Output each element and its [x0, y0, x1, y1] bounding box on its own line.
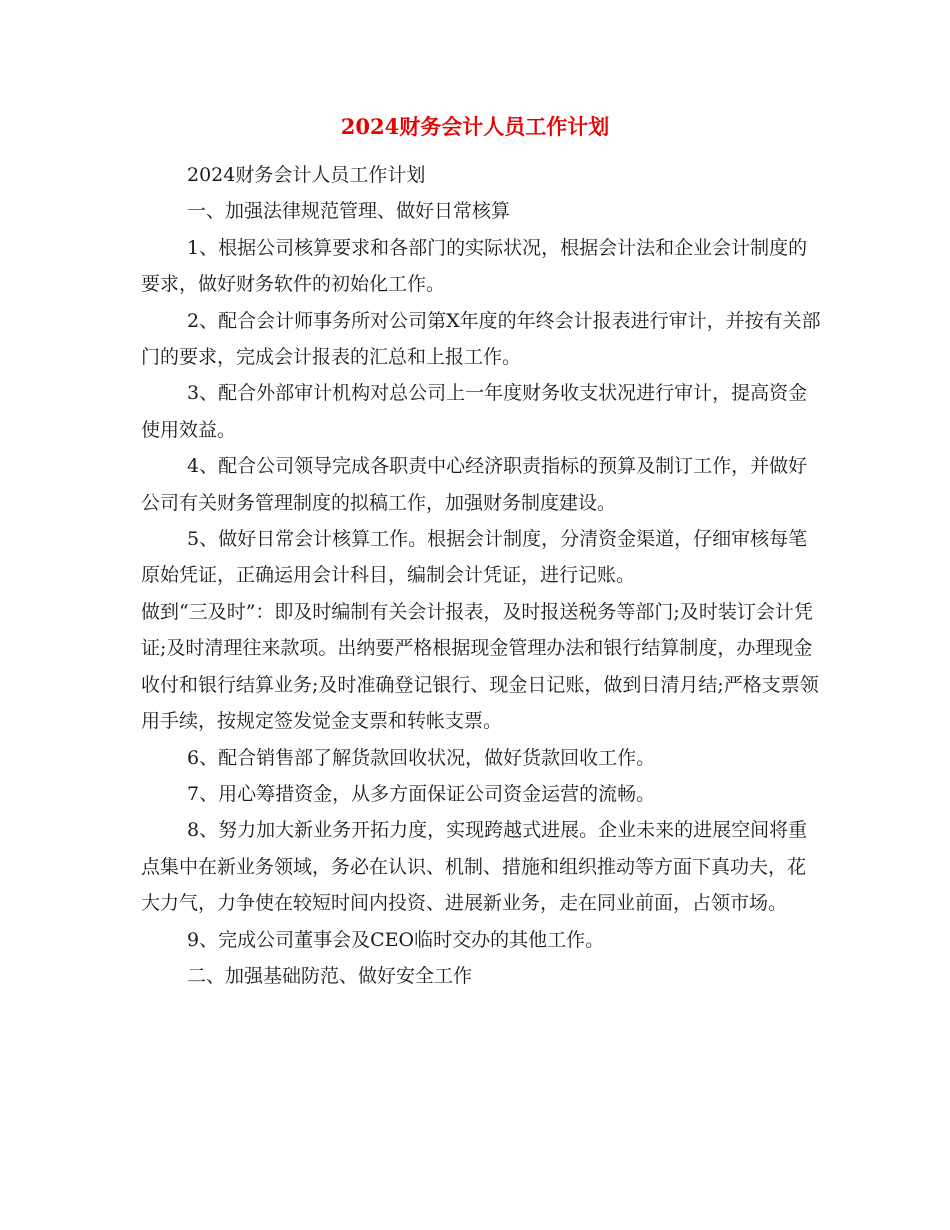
paragraph-subtitle: 2024财务会计人员工作计划	[187, 164, 426, 186]
section-heading-2: 二、加强基础防范、做好安全工作	[187, 964, 473, 987]
paragraph-item-8: 8、努力加大新业务开拓力度，实现跨越式进展。企业未来的进展空间将重点集中在新业务领域，务必在认识、机制、措施和组织推动等方面下真功夫，花大力气，力争使在较短时间内投资、进展新业务，走在同业前面，占领市场。	[141, 819, 808, 915]
document-title: 2024财务会计人员工作计划	[340, 114, 610, 139]
paragraph-item-9: 9、完成公司董事会及CEO临时交办的其他工作。	[187, 928, 605, 951]
paragraph-item-2: 2、配合会计师事务所对公司第X年度的年终会计报表进行审计，并按有关部门的要求，完成会计报表的汇总和上报工作。	[141, 309, 821, 369]
document-body	[141, 157, 821, 994]
paragraph-item-5-continued: 做到“三及时”：即及时编制有关会计报表，及时报送税务等部门;及时装订会计凭证;及时清理往来款项。出纳要严格根据现金管理办法和银行结算制度，办理现金收付和银行结算业务;及时准确登记银行、现金日记账，做到日清月结;严格支票领用手续，按规定签发觉金支票和转帐支票。	[141, 600, 819, 733]
paragraph-item-1: 1、根据公司核算要求和各部门的实际状况，根据会计法和企业会计制度的要求，做好财务软件的初始化工作。	[141, 236, 808, 296]
paragraph-item-6: 6、配合销售部了解货款回收状况，做好货款回收工作。	[187, 746, 656, 769]
paragraph-item-4: 4、配合公司领导完成各职责中心经济职责指标的预算及制订工作，并做好公司有关财务管理制度的拟稿工作，加强财务制度建设。	[141, 455, 808, 514]
paragraph-item-7: 7、用心筹措资金，从多方面保证公司资金运营的流畅。	[187, 782, 656, 805]
paragraph-item-3: 3、配合外部审计机构对总公司上一年度财务收支状况进行审计，提高资金使用效益。	[141, 382, 808, 441]
section-heading-1: 一、加强法律规范管理、做好日常核算	[187, 200, 511, 223]
paragraph-item-5: 5、做好日常会计核算工作。根据会计制度，分清资金渠道，仔细审核每笔原始凭证，正确运用会计科目，编制会计凭证，进行记账。	[141, 528, 808, 587]
